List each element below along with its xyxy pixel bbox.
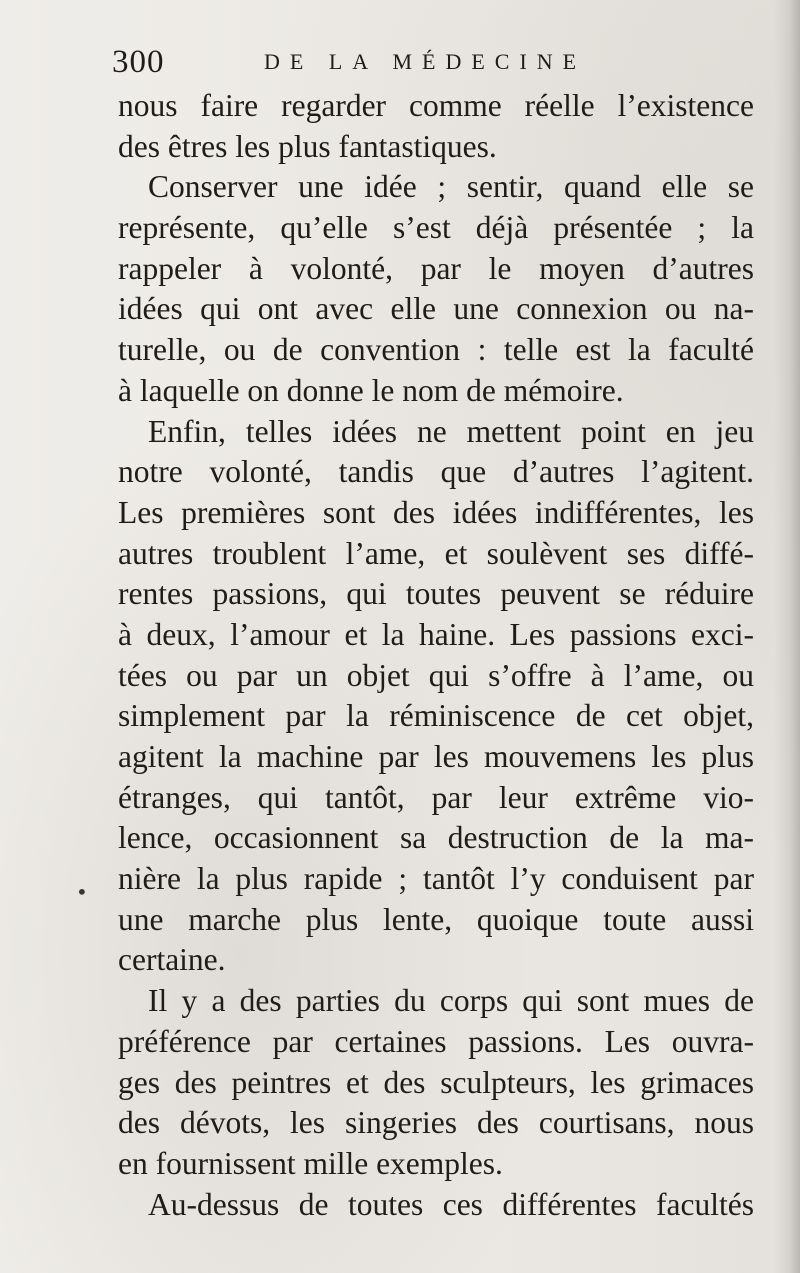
- paragraph: [118, 981, 754, 1184]
- text-line: à laquelle on donne le nom de mémoire.: [118, 372, 624, 408]
- text-line: lence, occasionnent sa destruction de la ma-: [118, 820, 754, 856]
- running-title: DE LA MÉDECINE: [264, 49, 587, 74]
- text-line: tées ou par un objet qui s’offre à l’ame, ou: [118, 657, 754, 693]
- page-number: 300: [112, 44, 165, 80]
- page-gutter-shadow: [774, 0, 800, 1273]
- text-line: autres troublent l’ame, et soulèvent ses diffé-: [118, 535, 754, 571]
- text-line: Au-dessus de toutes ces différentes facultés: [148, 1186, 754, 1222]
- text-line: représente, qu’elle s’est déjà présentée ; la: [118, 210, 754, 246]
- text-line: en fournissent mille exemples.: [118, 1145, 503, 1181]
- text-line: Il y a des parties du corps qui sont mues de: [148, 983, 754, 1019]
- text-line: certaine.: [118, 942, 226, 978]
- text-line: rappeler à volonté, par le moyen d’autres: [118, 250, 754, 286]
- page-header: [112, 42, 752, 82]
- text-line: des dévots, les singeries des courtisans, nous: [118, 1105, 754, 1141]
- text-line: ges des peintres et des sculpteurs, les grimaces: [118, 1064, 754, 1100]
- text-line: nous faire regarder comme réelle l’existence: [118, 88, 754, 123]
- text-line: préférence par certaines passions. Les ouvra-: [118, 1023, 754, 1059]
- text-line: turelle, ou de convention : telle est la faculté: [118, 332, 754, 368]
- paragraph: [118, 1185, 754, 1226]
- text-line: Les premières sont des idées indifférentes, les: [118, 494, 754, 530]
- text-line: simplement par la réminiscence de cet objet,: [118, 698, 754, 734]
- paragraph: [118, 412, 754, 982]
- text-line: notre volonté, tandis que d’autres l’agitent.: [118, 454, 754, 490]
- text-line: idées qui ont avec elle une connexion ou na-: [118, 291, 754, 327]
- text-line: nière la plus rapide ; tantôt l’y conduisent par: [118, 861, 754, 897]
- margin-ink-bullet: •: [76, 880, 88, 904]
- text-line: à deux, l’amour et la haine. Les passions exci-: [118, 616, 754, 652]
- paragraph: [118, 86, 754, 167]
- text-line: Enfin, telles idées ne mettent point en jeu: [148, 413, 754, 449]
- text-line: rentes passions, qui toutes peuvent se réduire: [118, 576, 754, 612]
- text-line: des êtres les plus fantastiques.: [118, 128, 497, 164]
- text-line: étranges, qui tantôt, par leur extrême vio-: [118, 779, 754, 815]
- paragraph: [118, 167, 754, 411]
- body-text: [118, 86, 754, 1225]
- text-line: Conserver une idée ; sentir, quand elle se: [148, 169, 754, 205]
- text-line: une marche plus lente, quoique toute aussi: [118, 901, 754, 937]
- text-line: agitent la machine par les mouvemens les plus: [118, 739, 754, 774]
